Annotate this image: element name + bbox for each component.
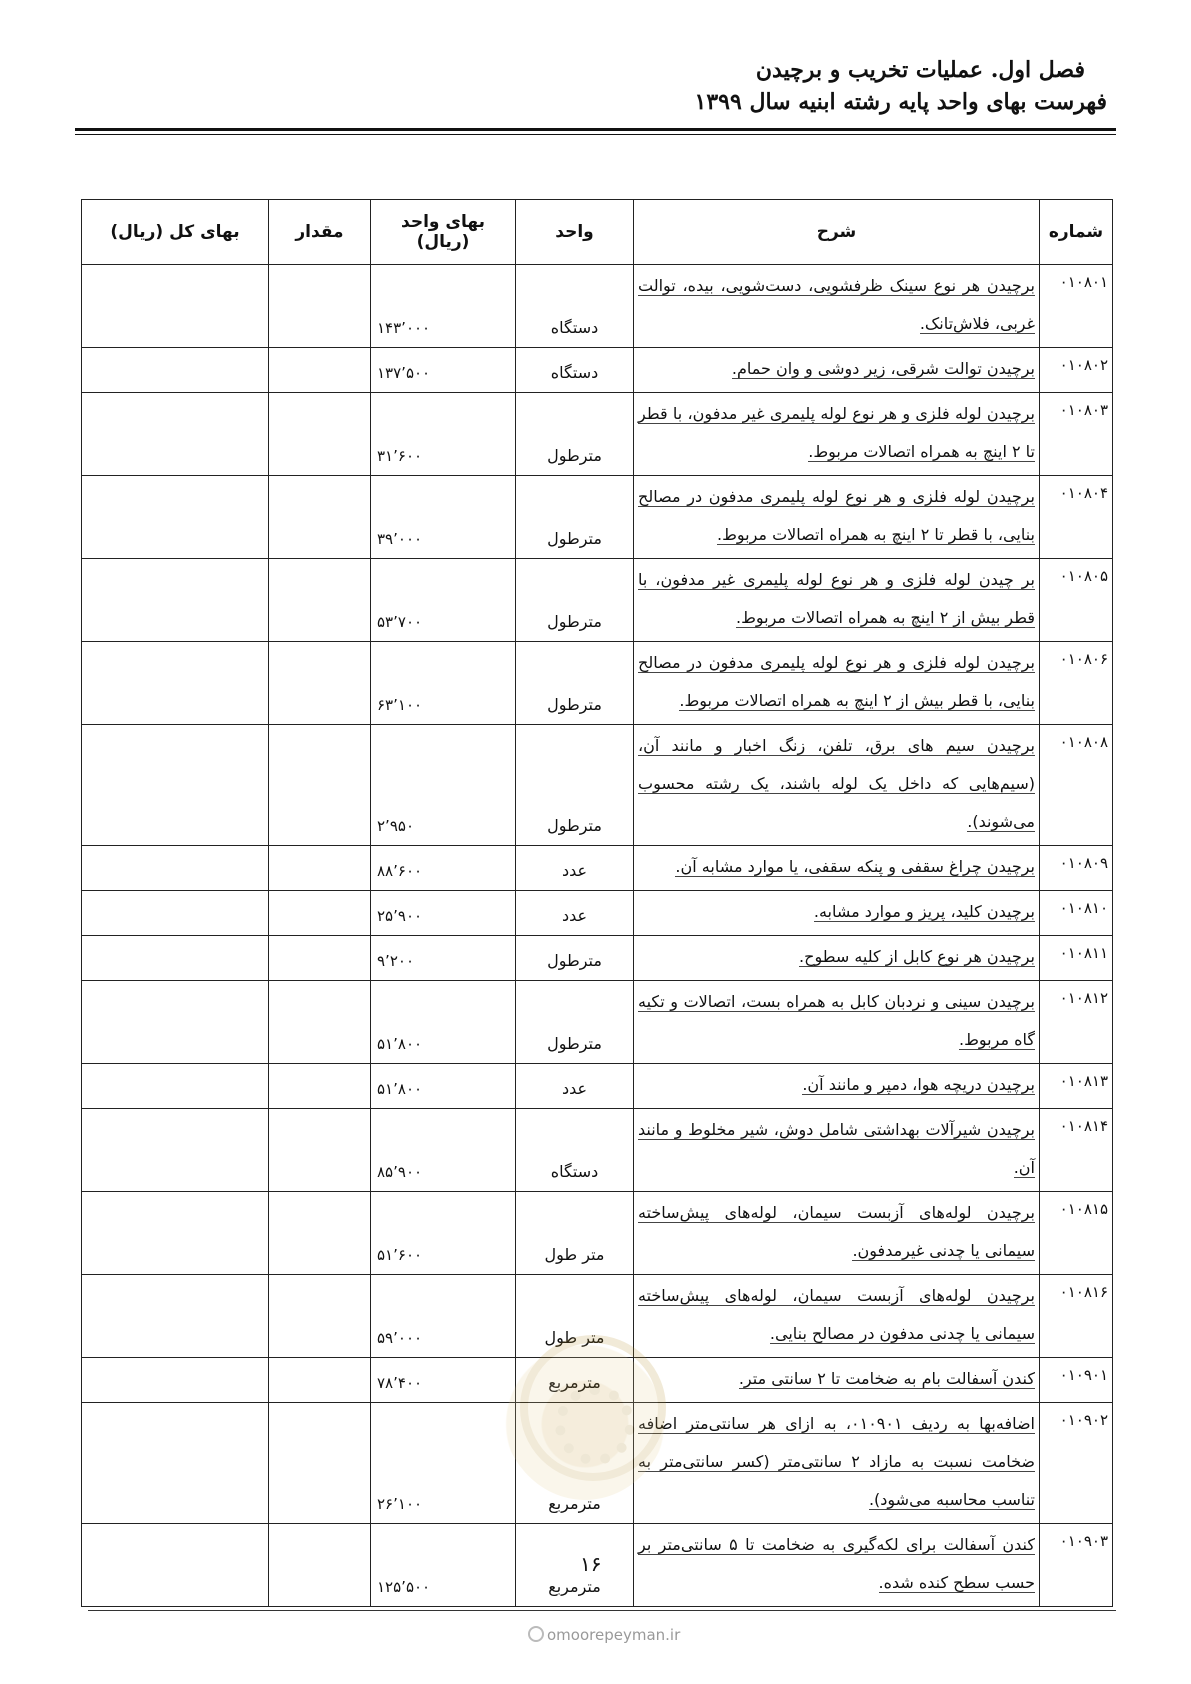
col-header-total: بهای کل (ریال) bbox=[82, 200, 269, 265]
item-total bbox=[82, 1358, 269, 1403]
table-row bbox=[82, 1192, 1113, 1275]
item-total bbox=[82, 1275, 269, 1358]
item-unit bbox=[516, 348, 634, 393]
item-description bbox=[634, 642, 1040, 725]
item-description bbox=[634, 1064, 1040, 1109]
table-row bbox=[82, 846, 1113, 891]
item-unit-text: دستگاه bbox=[550, 363, 599, 382]
item-code bbox=[1040, 559, 1113, 642]
item-code-text: ۰۱۰۸۱۶ bbox=[1059, 1283, 1108, 1301]
item-unit-price-text: ۵۱٬۸۰۰ bbox=[377, 1080, 423, 1098]
item-description-text: برچیدن توالت شرقی، زیر دوشی و وان حمام. bbox=[731, 359, 1035, 378]
item-unit-price bbox=[371, 559, 516, 642]
item-unit-text: مترمربع bbox=[548, 1577, 601, 1596]
item-description-text: برچیدن سیم های برق، تلفن، زنگ اخبار و مانند آن، (سیم‌هایی که داخل یک لوله باشند، یک رشته محسوب می‌شوند). bbox=[638, 736, 1035, 831]
item-unit-price-text: ۹٬۲۰۰ bbox=[377, 952, 414, 970]
item-code bbox=[1040, 393, 1113, 476]
item-unit-price bbox=[371, 476, 516, 559]
item-code-text: ۰۱۰۸۰۹ bbox=[1059, 854, 1108, 872]
item-code-text: ۰۱۰۸۰۱ bbox=[1059, 273, 1108, 291]
item-quantity bbox=[269, 891, 371, 936]
item-code-text: ۰۱۰۹۰۲ bbox=[1059, 1411, 1108, 1429]
item-unit-price-text: ۱۴۳٬۰۰۰ bbox=[377, 319, 431, 337]
gear-icon bbox=[555, 1385, 635, 1465]
item-quantity bbox=[269, 348, 371, 393]
item-quantity bbox=[269, 1358, 371, 1403]
item-unit-price-text: ۲۵٬۹۰۰ bbox=[377, 907, 423, 925]
page-header bbox=[80, 54, 1111, 118]
item-description-text: اضافه‌بها به ردیف ۰۱۰۹۰۱، به ازای هر سانتی‌متر اضافه ضخامت نسبت به مازاد ۲ سانتی‌متر (کسر سانتی‌متر به تناسب محاسبه می‌شود). bbox=[638, 1414, 1035, 1509]
price-list-title: فهرست بهای واحد پایه رشته ابنیه سال ۱۳۹۹ bbox=[694, 89, 1107, 115]
item-description bbox=[634, 348, 1040, 393]
item-unit-text: دستگاه bbox=[550, 1162, 599, 1181]
item-unit bbox=[516, 393, 634, 476]
item-unit-text: مترطول bbox=[547, 612, 602, 631]
item-unit-text: مترطول bbox=[547, 446, 602, 465]
item-total bbox=[82, 559, 269, 642]
table-row bbox=[82, 1064, 1113, 1109]
item-code-text: ۰۱۰۸۱۰ bbox=[1059, 899, 1108, 917]
item-unit-text: دستگاه bbox=[550, 318, 599, 337]
item-code bbox=[1040, 981, 1113, 1064]
item-unit-text: مترطول bbox=[547, 529, 602, 548]
item-code-text: ۰۱۰۸۰۵ bbox=[1059, 567, 1108, 585]
col-header-description: شرح bbox=[634, 200, 1040, 265]
item-total bbox=[82, 476, 269, 559]
footer-rule bbox=[88, 1610, 1116, 1611]
item-description-text: برچیدن هر نوع سینک ظرفشویی، دست‌شویی، بیده، توالت غربی، فلاش‌تانک. bbox=[638, 276, 1035, 333]
item-description-text: برچیدن لوله‌های آزبست سیمان، لوله‌های پیش‌ساخته سیمانی یا چدنی غیرمدفون. bbox=[638, 1203, 1035, 1260]
item-description-text: برچیدن لوله‌های آزبست سیمان، لوله‌های پیش‌ساخته سیمانی یا چدنی مدفون در مصالح بنایی. bbox=[638, 1286, 1035, 1343]
item-total bbox=[82, 981, 269, 1064]
item-unit bbox=[516, 1064, 634, 1109]
table-row bbox=[82, 559, 1113, 642]
table-row bbox=[82, 348, 1113, 393]
item-description bbox=[634, 1358, 1040, 1403]
item-unit-price-text: ۲٬۹۵۰ bbox=[377, 817, 414, 835]
item-total bbox=[82, 725, 269, 846]
item-description-text: کندن آسفالت برای لکه‌گیری به ضخامت تا ۵ سانتی‌متر بر حسب سطح کنده شده. bbox=[638, 1535, 1035, 1592]
item-code bbox=[1040, 846, 1113, 891]
item-unit bbox=[516, 891, 634, 936]
item-code bbox=[1040, 265, 1113, 348]
item-code-text: ۰۱۰۸۰۲ bbox=[1059, 356, 1108, 374]
item-unit-price bbox=[371, 936, 516, 981]
item-unit bbox=[516, 476, 634, 559]
col-header-quantity: مقدار bbox=[269, 200, 371, 265]
page-number: ۱۶ bbox=[580, 1552, 602, 1576]
item-unit bbox=[516, 846, 634, 891]
item-quantity bbox=[269, 1524, 371, 1607]
table-row bbox=[82, 265, 1113, 348]
item-description bbox=[634, 1192, 1040, 1275]
item-unit bbox=[516, 1192, 634, 1275]
item-unit-text: متر طول bbox=[544, 1245, 605, 1264]
item-description-text: بر چیدن لوله فلزی و هر نوع لوله پلیمری غیر مدفون، با قطر بیش از ۲ اینچ به همراه اتصالات مربوط. bbox=[638, 570, 1035, 627]
item-total bbox=[82, 642, 269, 725]
at-sign-icon bbox=[528, 1626, 544, 1642]
header-rule-thin bbox=[75, 134, 1116, 135]
item-unit-text: مترطول bbox=[547, 1034, 602, 1053]
item-unit-price bbox=[371, 1358, 516, 1403]
item-code bbox=[1040, 1192, 1113, 1275]
item-code bbox=[1040, 936, 1113, 981]
table-row bbox=[82, 393, 1113, 476]
item-quantity bbox=[269, 642, 371, 725]
item-code-text: ۰۱۰۸۱۴ bbox=[1059, 1117, 1108, 1135]
item-unit-price-text: ۲۶٬۱۰۰ bbox=[377, 1495, 423, 1513]
table-row bbox=[82, 891, 1113, 936]
item-description bbox=[634, 1403, 1040, 1524]
item-unit-price-text: ۸۸٬۶۰۰ bbox=[377, 862, 423, 880]
item-code bbox=[1040, 1109, 1113, 1192]
item-unit-price-text: ۵۹٬۰۰۰ bbox=[377, 1329, 423, 1347]
website-text: omoorepeyman.ir bbox=[547, 1626, 681, 1644]
watermark-logo bbox=[500, 1310, 670, 1500]
item-unit bbox=[516, 559, 634, 642]
item-quantity bbox=[269, 1192, 371, 1275]
item-code-text: ۰۱۰۸۱۳ bbox=[1059, 1072, 1108, 1090]
item-description-text: کندن آسفالت بام به ضخامت تا ۲ سانتی متر. bbox=[738, 1369, 1035, 1388]
item-unit-price bbox=[371, 846, 516, 891]
table-row bbox=[82, 981, 1113, 1064]
item-code-text: ۰۱۰۸۱۵ bbox=[1059, 1200, 1108, 1218]
item-description bbox=[634, 846, 1040, 891]
item-total bbox=[82, 393, 269, 476]
item-unit-price-text: ۶۳٬۱۰۰ bbox=[377, 696, 423, 714]
item-unit bbox=[516, 265, 634, 348]
item-description-text: برچیدن سینی و نردبان کابل به همراه بست، اتصالات و تکیه گاه مربوط. bbox=[638, 992, 1035, 1049]
item-unit-price bbox=[371, 1403, 516, 1524]
item-unit-price bbox=[371, 1064, 516, 1109]
item-quantity bbox=[269, 393, 371, 476]
item-description-text: برچیدن دریچه هوا، دمپر و مانند آن. bbox=[802, 1075, 1035, 1094]
item-description-text: برچیدن کلید، پریز و موارد مشابه. bbox=[813, 902, 1035, 921]
item-code-text: ۰۱۰۸۰۸ bbox=[1059, 733, 1108, 751]
item-unit bbox=[516, 1524, 634, 1607]
item-description bbox=[634, 1275, 1040, 1358]
item-unit-price-text: ۷۸٬۴۰۰ bbox=[377, 1374, 423, 1392]
item-code-text: ۰۱۰۸۱۲ bbox=[1059, 989, 1108, 1007]
item-total bbox=[82, 936, 269, 981]
item-unit-price-text: ۱۲۵٬۵۰۰ bbox=[377, 1578, 431, 1596]
item-total bbox=[82, 1064, 269, 1109]
item-unit-text: عدد bbox=[561, 906, 588, 925]
item-unit-price bbox=[371, 348, 516, 393]
item-description-text: برچیدن چراغ سقفی و پنکه سقفی، یا موارد مشابه آن. bbox=[675, 857, 1035, 876]
item-unit-text: عدد bbox=[561, 861, 588, 880]
item-description-text: برچیدن هر نوع کابل از کلیه سطوح. bbox=[799, 947, 1035, 966]
item-description-text: برچیدن شیرآلات بهداشتی شامل دوش، شیر مخلوط و مانند آن. bbox=[638, 1120, 1035, 1177]
col-header-unit-price: بهای واحد (ریال) bbox=[371, 200, 516, 265]
item-unit-price-text: ۵۱٬۶۰۰ bbox=[377, 1246, 423, 1264]
item-total bbox=[82, 348, 269, 393]
item-total bbox=[82, 1524, 269, 1607]
item-total bbox=[82, 891, 269, 936]
item-unit-text: عدد bbox=[561, 1079, 588, 1098]
item-code-text: ۰۱۰۸۰۶ bbox=[1059, 650, 1108, 668]
chapter-title: فصل اول. عملیات تخریب و برچیدن bbox=[755, 57, 1085, 83]
item-code-text: ۰۱۰۸۰۳ bbox=[1059, 401, 1108, 419]
item-description bbox=[634, 891, 1040, 936]
item-unit-price-text: ۵۱٬۸۰۰ bbox=[377, 1035, 423, 1053]
item-unit-text: مترطول bbox=[547, 816, 602, 835]
item-unit-price bbox=[371, 1275, 516, 1358]
item-unit-price bbox=[371, 1192, 516, 1275]
table-row bbox=[82, 1109, 1113, 1192]
item-description bbox=[634, 725, 1040, 846]
table-row bbox=[82, 936, 1113, 981]
item-code bbox=[1040, 642, 1113, 725]
item-unit-price bbox=[371, 265, 516, 348]
item-description bbox=[634, 981, 1040, 1064]
item-code-text: ۰۱۰۸۰۴ bbox=[1059, 484, 1108, 502]
item-quantity bbox=[269, 476, 371, 559]
item-unit-price bbox=[371, 1524, 516, 1607]
item-unit-price-text: ۸۵٬۹۰۰ bbox=[377, 1163, 423, 1181]
item-unit bbox=[516, 981, 634, 1064]
item-unit-price bbox=[371, 393, 516, 476]
item-code-text: ۰۱۰۹۰۳ bbox=[1059, 1532, 1108, 1550]
item-description-text: برچیدن لوله فلزی و هر نوع لوله پلیمری مدفون در مصالح بنایی، با قطر تا ۲ اینچ به همراه اتصالات مربوط. bbox=[638, 487, 1035, 544]
item-quantity bbox=[269, 846, 371, 891]
item-description-text: برچیدن لوله فلزی و هر نوع لوله پلیمری مدفون در مصالح بنایی، با قطر بیش از ۲ اینچ به همراه اتصالات مربوط. bbox=[638, 653, 1035, 710]
item-quantity bbox=[269, 725, 371, 846]
item-description bbox=[634, 1109, 1040, 1192]
item-total bbox=[82, 1109, 269, 1192]
item-unit bbox=[516, 642, 634, 725]
item-description bbox=[634, 476, 1040, 559]
table-row bbox=[82, 642, 1113, 725]
item-unit-price bbox=[371, 891, 516, 936]
item-quantity bbox=[269, 265, 371, 348]
item-code bbox=[1040, 1358, 1113, 1403]
item-unit-price bbox=[371, 725, 516, 846]
item-unit-text: متر طول bbox=[544, 1328, 605, 1347]
item-description bbox=[634, 559, 1040, 642]
item-total bbox=[82, 846, 269, 891]
item-unit-text: مترطول bbox=[547, 951, 602, 970]
item-code bbox=[1040, 1524, 1113, 1607]
item-description bbox=[634, 393, 1040, 476]
item-code bbox=[1040, 1064, 1113, 1109]
item-unit bbox=[516, 725, 634, 846]
item-quantity bbox=[269, 1403, 371, 1524]
item-code bbox=[1040, 1403, 1113, 1524]
item-quantity bbox=[269, 559, 371, 642]
item-unit-price bbox=[371, 642, 516, 725]
table-header-row bbox=[82, 200, 1113, 265]
item-code bbox=[1040, 725, 1113, 846]
item-description bbox=[634, 265, 1040, 348]
item-description-text: برچیدن لوله فلزی و هر نوع لوله پلیمری غیر مدفون، با قطر تا ۲ اینچ به همراه اتصالات مربوط. bbox=[638, 404, 1035, 461]
item-quantity bbox=[269, 1109, 371, 1192]
item-description bbox=[634, 936, 1040, 981]
item-code bbox=[1040, 891, 1113, 936]
item-total bbox=[82, 1403, 269, 1524]
col-header-unit: واحد bbox=[516, 200, 634, 265]
item-quantity bbox=[269, 981, 371, 1064]
item-unit-price-text: ۵۳٬۷۰۰ bbox=[377, 613, 423, 631]
item-unit-text: مترطول bbox=[547, 695, 602, 714]
item-quantity bbox=[269, 1064, 371, 1109]
item-code bbox=[1040, 476, 1113, 559]
col-header-code: شماره bbox=[1040, 200, 1113, 265]
item-total bbox=[82, 1192, 269, 1275]
item-unit-price-text: ۳۱٬۶۰۰ bbox=[377, 447, 423, 465]
item-code-text: ۰۱۰۹۰۱ bbox=[1059, 1366, 1108, 1384]
item-code bbox=[1040, 1275, 1113, 1358]
item-unit-price-text: ۱۳۷٬۵۰۰ bbox=[377, 364, 431, 382]
item-quantity bbox=[269, 936, 371, 981]
item-unit-price bbox=[371, 981, 516, 1064]
item-unit bbox=[516, 936, 634, 981]
item-quantity bbox=[269, 1275, 371, 1358]
item-total bbox=[82, 265, 269, 348]
item-unit-text: مترمربع bbox=[548, 1494, 601, 1513]
table-row bbox=[82, 476, 1113, 559]
header-rule-thick bbox=[75, 128, 1116, 131]
item-code-text: ۰۱۰۸۱۱ bbox=[1059, 944, 1108, 962]
item-unit-text: مترمربع bbox=[548, 1373, 601, 1392]
item-description bbox=[634, 1524, 1040, 1607]
table-row bbox=[82, 725, 1113, 846]
item-unit bbox=[516, 1109, 634, 1192]
website-link[interactable] bbox=[528, 1626, 680, 1644]
item-unit-price bbox=[371, 1109, 516, 1192]
item-code bbox=[1040, 348, 1113, 393]
item-unit-price-text: ۳۹٬۰۰۰ bbox=[377, 530, 423, 548]
